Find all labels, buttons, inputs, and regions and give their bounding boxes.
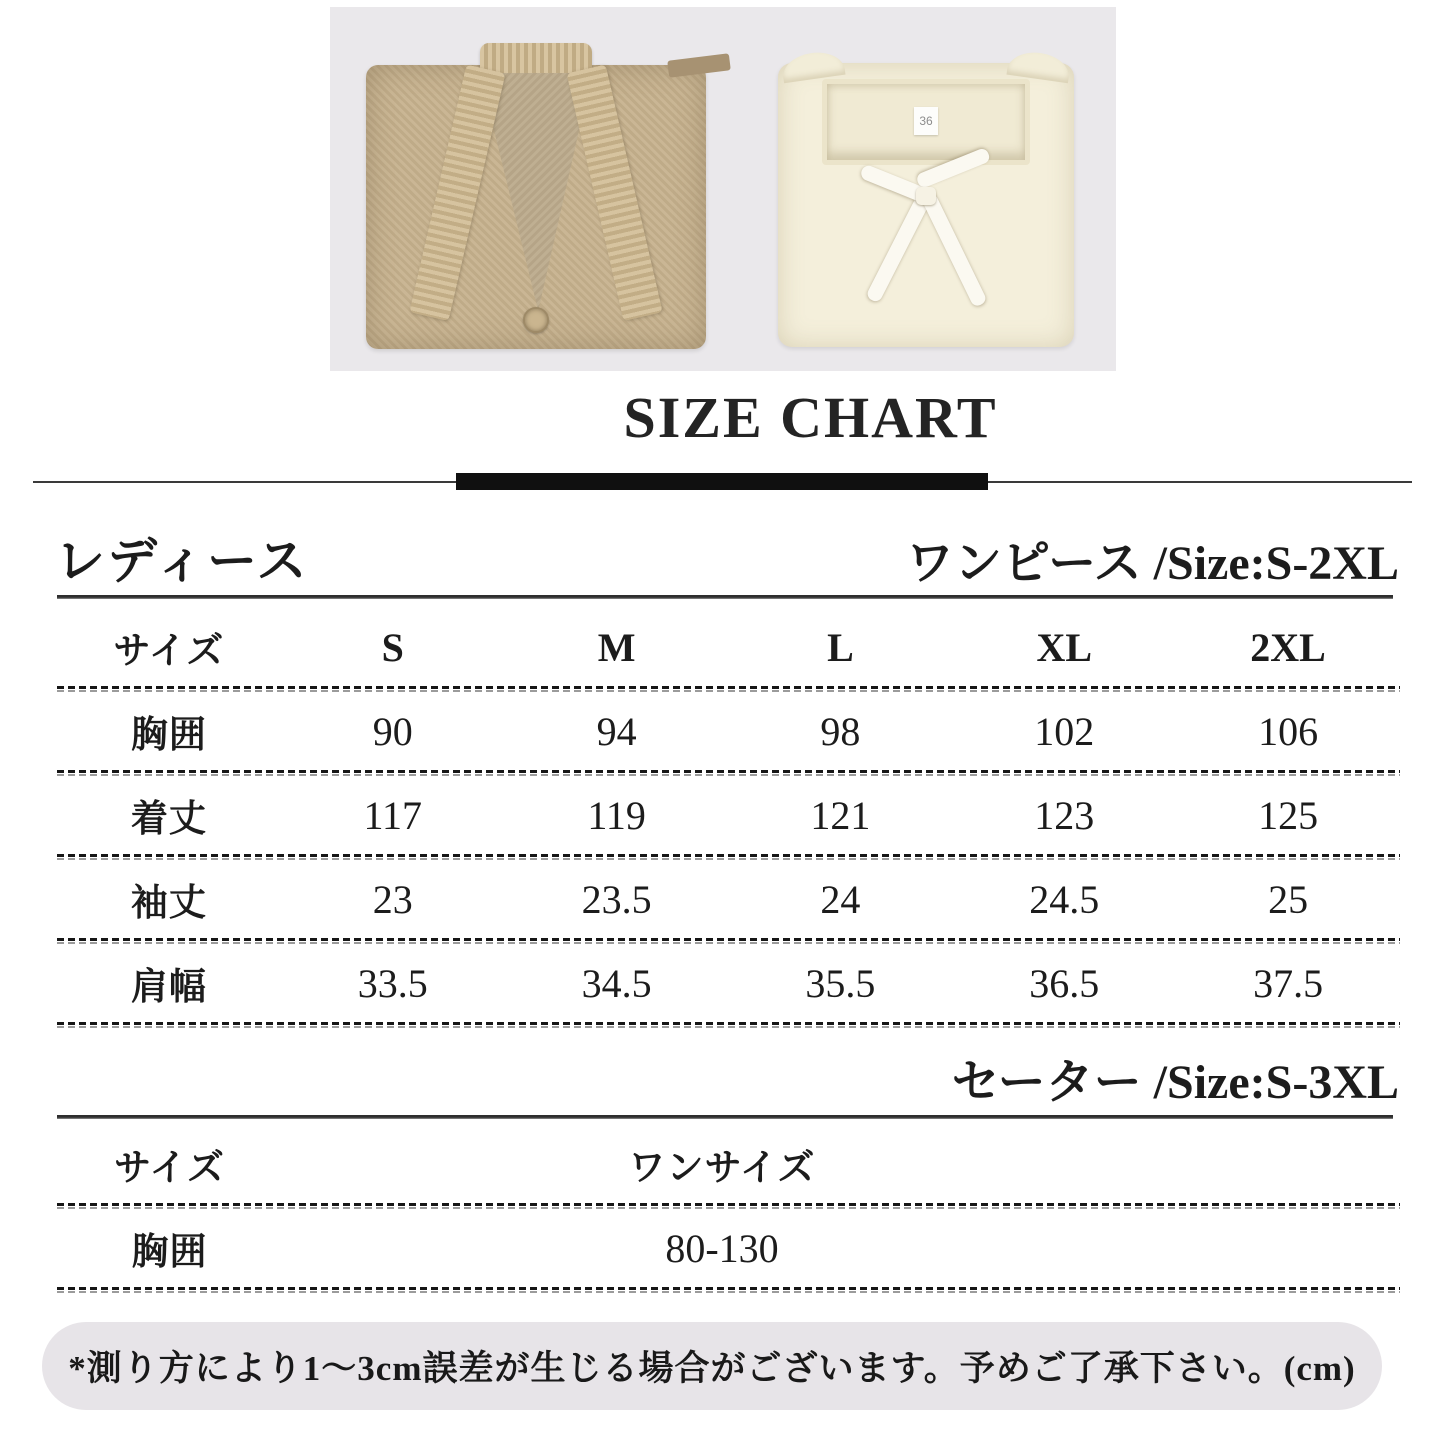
title-rule [33,481,1412,483]
table-header-row [57,608,1400,686]
title-accent-bar [456,473,988,490]
table-cell: 98 [820,708,861,754]
onepiece-size-table [57,608,1400,1028]
cardigan-collar [480,43,592,75]
table-row [57,860,1400,938]
cardigan-fabric-tab [667,53,731,77]
ribbon-knot [916,187,936,205]
table-cell: 23 [372,876,413,922]
measurement-note [42,1322,1382,1410]
product-photo [330,7,1116,371]
dress-size-tag: 36 [914,107,938,135]
cardigan-button [523,307,549,333]
table-cell: 94 [596,708,637,754]
table-cell: 25 [1268,876,1309,922]
row-label: サイズ [113,1148,226,1189]
page-title: SIZE CHART [623,385,998,450]
table-cell: 35.5 [805,960,876,1006]
table-cell: 125 [1258,792,1319,838]
column-header: 2XL [1250,624,1326,670]
measurement-note-text: *測り方により1～3cm誤差が生じる場合がございます。予めご了承下さい。(cm) [68,1349,1356,1388]
table-cell: 80-130 [665,1225,779,1271]
table-row [57,944,1400,1022]
column-header: サイズ [113,631,225,672]
table-row [57,776,1400,854]
table-cell: ワンサイズ [628,1148,816,1189]
row-label: 肩幅 [130,967,207,1008]
table-cell: 119 [587,792,646,838]
table-cell: 102 [1034,708,1095,754]
sweater-size-table [57,1125,1400,1293]
table-cell: 36.5 [1029,960,1100,1006]
row-label: 袖丈 [130,883,207,924]
column-header: XL [1036,624,1093,670]
table-cell: 24 [820,876,861,922]
table-cell: 90 [372,708,413,754]
table-cell: 23.5 [581,876,652,922]
section2-divider [57,1115,1393,1119]
row-label: 胸囲 [131,1232,208,1273]
table-cell: 24.5 [1029,876,1100,922]
table-cell: 34.5 [581,960,652,1006]
onepiece-size-heading: ワンピース /Size:S-2XL [905,537,1399,590]
table-row [57,1209,1400,1287]
column-header: S [381,624,404,670]
table-cell: 33.5 [357,960,428,1006]
table-row [57,692,1400,770]
row-label: 着丈 [130,799,207,840]
sweater-size-heading: セーター /Size:S-3XL [951,1056,1399,1109]
table-cell: 37.5 [1253,960,1324,1006]
dashed-divider [57,1022,1400,1028]
table-cell: 117 [363,792,422,838]
column-header: L [827,624,854,670]
ladies-heading: レディース [55,533,309,589]
table-cell: 121 [810,792,871,838]
table-cell: 106 [1258,708,1319,754]
section1-divider [57,595,1393,599]
row-label: 胸囲 [130,715,207,756]
column-header: M [597,624,636,670]
table-cell: 123 [1034,792,1095,838]
dashed-divider [57,1287,1400,1293]
table-row [57,1125,1400,1203]
